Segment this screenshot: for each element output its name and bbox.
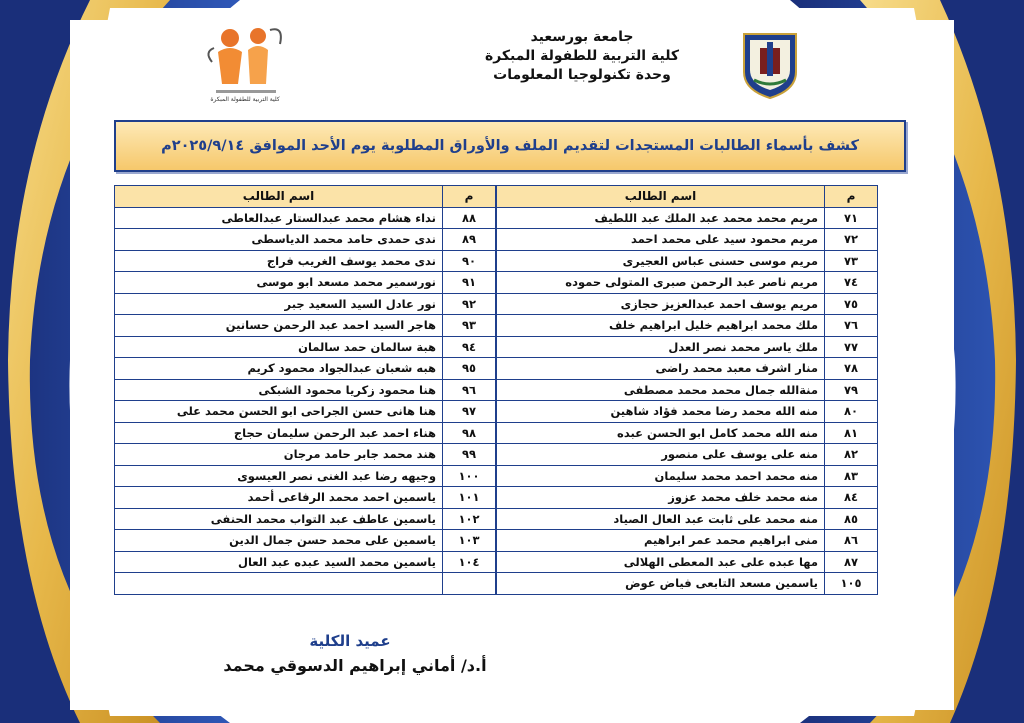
faculty-name: كلية التربية للطفولة المبكرة (484, 48, 680, 64)
student-name: ملك ياسر محمد نصر العدل (497, 336, 825, 358)
table-row (497, 530, 878, 552)
students-table-right (496, 185, 878, 595)
table-row (497, 465, 878, 487)
university-name: جامعة بورسعيد (530, 29, 634, 45)
student-name: منار اشرف معبد محمد راضى (497, 358, 825, 380)
row-number (443, 573, 496, 595)
student-name: نداء هشام محمد عبدالستار عبدالعاطى (115, 207, 443, 229)
table-row (497, 358, 878, 380)
row-number: ٧٨ (825, 358, 878, 380)
row-number: ٨٩ (443, 229, 496, 251)
student-name: هنا محمود زكريا محمود الشبكى (115, 379, 443, 401)
row-number: ٩٩ (443, 444, 496, 466)
row-number: ١٠١ (443, 487, 496, 509)
table-row (497, 422, 878, 444)
student-name: ياسمين على محمد حسن جمال الدين (115, 530, 443, 552)
student-name: مريم ناصر عبد الرحمن صبرى المتولى حموده (497, 272, 825, 294)
table-row (115, 207, 496, 229)
row-number: ١٠٠ (443, 465, 496, 487)
faculty-logo (200, 22, 290, 104)
row-number: ٩٥ (443, 358, 496, 380)
row-number: ٧٤ (825, 272, 878, 294)
table-header-row (115, 186, 496, 208)
row-number: ٧٦ (825, 315, 878, 337)
student-name: منى ابراهيم محمد عمر ابراهيم (497, 530, 825, 552)
table-row (115, 272, 496, 294)
student-name: هاجر السيد احمد عبد الرحمن حسانين (115, 315, 443, 337)
table-row (497, 250, 878, 272)
row-number: ٩٠ (443, 250, 496, 272)
dean-title: عميد الكلية (309, 632, 391, 650)
table-row (497, 379, 878, 401)
row-number: ٧٥ (825, 293, 878, 315)
students-table-left (114, 185, 496, 595)
row-number: ٧٢ (825, 229, 878, 251)
column-header-name: اسم الطالب (115, 186, 443, 208)
student-name: نورسمير محمد مسعد ابو موسى (115, 272, 443, 294)
student-name: مريم محمود سيد على محمد احمد (497, 229, 825, 251)
row-number: ١٠٢ (443, 508, 496, 530)
student-name: ياسمين عاطف عبد التواب محمد الحنفى (115, 508, 443, 530)
student-name: ياسمين مسعد التابعى فياض عوض (497, 573, 825, 595)
row-number: ٨٢ (825, 444, 878, 466)
row-number: ٧٩ (825, 379, 878, 401)
student-name: ندى حمدى حامد محمد الدياسطى (115, 229, 443, 251)
table-row (115, 573, 496, 595)
table-row (497, 229, 878, 251)
row-number: ٩٨ (443, 422, 496, 444)
student-name: منه محمد على ثابت عبد العال الصياد (497, 508, 825, 530)
student-name: منه الله محمد رضا محمد فؤاد شاهين (497, 401, 825, 423)
student-name: وجيهه رضا عبد الغنى نصر العيسوى (115, 465, 443, 487)
table-row (115, 444, 496, 466)
student-name: مريم يوسف احمد عبدالعزيز حجازى (497, 293, 825, 315)
document-page (70, 20, 954, 710)
column-header-num: م (443, 186, 496, 208)
table-row (115, 401, 496, 423)
dean-name: أ.د/ أماني إبراهيم الدسوقي محمد (223, 656, 487, 675)
table-row (115, 551, 496, 573)
student-name (115, 573, 443, 595)
table-row (497, 487, 878, 509)
student-name: هبه شعبان عبدالجواد محمود كريم (115, 358, 443, 380)
document-title: كشف بأسماء الطالبات المستجدات لتقديم الملف والأوراق المطلوبة يوم الأحد الموافق ٢٠٢٥/٩/١٤م (161, 138, 859, 154)
student-name: منه محمد احمد محمد سليمان (497, 465, 825, 487)
row-number: ٩٤ (443, 336, 496, 358)
row-number: ٨٦ (825, 530, 878, 552)
table-row (115, 358, 496, 380)
row-number: ٩١ (443, 272, 496, 294)
row-number: ٨٧ (825, 551, 878, 573)
student-name: ياسمين احمد محمد الرفاعى أحمد (115, 487, 443, 509)
student-name: مها عبده على عبد المعطى الهلالى (497, 551, 825, 573)
table-row (115, 508, 496, 530)
table-row (497, 336, 878, 358)
header-block (370, 28, 794, 85)
row-number: ٨١ (825, 422, 878, 444)
student-name: مريم محمد محمد عبد الملك عبد اللطيف (497, 207, 825, 229)
table-row (497, 508, 878, 530)
table-row (115, 422, 496, 444)
table-row (115, 293, 496, 315)
row-number: ٩٦ (443, 379, 496, 401)
table-row (115, 315, 496, 337)
row-number: ٨٨ (443, 207, 496, 229)
row-number: ١٠٥ (825, 573, 878, 595)
table-row (497, 315, 878, 337)
table-row (115, 229, 496, 251)
student-name: منه الله محمد كامل ابو الحسن عبده (497, 422, 825, 444)
column-header-name: اسم الطالب (497, 186, 825, 208)
table-row (497, 401, 878, 423)
student-name: منةالله جمال محمد محمد مصطفى (497, 379, 825, 401)
student-name: ياسمين محمد السيد عبده عبد العال (115, 551, 443, 573)
row-number: ٧٧ (825, 336, 878, 358)
student-name: هند محمد جابر حامد مرجان (115, 444, 443, 466)
student-name: ملك محمد ابراهيم خليل ابراهيم خلف (497, 315, 825, 337)
table-row (115, 465, 496, 487)
table-row (497, 551, 878, 573)
student-name: هناء احمد عبد الرحمن سليمان حجاج (115, 422, 443, 444)
row-number: ١٠٣ (443, 530, 496, 552)
student-name: نور عادل السيد السعيد جبر (115, 293, 443, 315)
logo-caption: كلية التربية للطفولة المبكرة (210, 96, 280, 103)
table-header-row (497, 186, 878, 208)
row-number: ٧١ (825, 207, 878, 229)
row-number: ٩٢ (443, 293, 496, 315)
student-name: هبة سالمان حمد سالمان (115, 336, 443, 358)
row-number: ٨٤ (825, 487, 878, 509)
row-number: ٨٣ (825, 465, 878, 487)
student-name: منه على يوسف على منصور (497, 444, 825, 466)
row-number: ٨٠ (825, 401, 878, 423)
row-number: ١٠٤ (443, 551, 496, 573)
table-row (115, 336, 496, 358)
row-number: ٩٣ (443, 315, 496, 337)
row-number: ٨٥ (825, 508, 878, 530)
table-row (497, 444, 878, 466)
table-row (497, 207, 878, 229)
student-name: ندى محمد يوسف الغريب فراج (115, 250, 443, 272)
column-header-num: م (825, 186, 878, 208)
table-row (497, 573, 878, 595)
table-row (115, 250, 496, 272)
table-row (115, 487, 496, 509)
student-name: هنا هانى حسن الجراحى ابو الحسن محمد على (115, 401, 443, 423)
student-name: مريم موسى حسنى عباس العجيرى (497, 250, 825, 272)
table-row (115, 530, 496, 552)
unit-name: وحدة تكنولوجيا المعلومات (493, 67, 671, 83)
student-name: منه محمد خلف محمد عزوز (497, 487, 825, 509)
title-banner (114, 120, 906, 172)
table-row (497, 293, 878, 315)
row-number: ٧٣ (825, 250, 878, 272)
table-row (497, 272, 878, 294)
row-number: ٩٧ (443, 401, 496, 423)
table-row (115, 379, 496, 401)
